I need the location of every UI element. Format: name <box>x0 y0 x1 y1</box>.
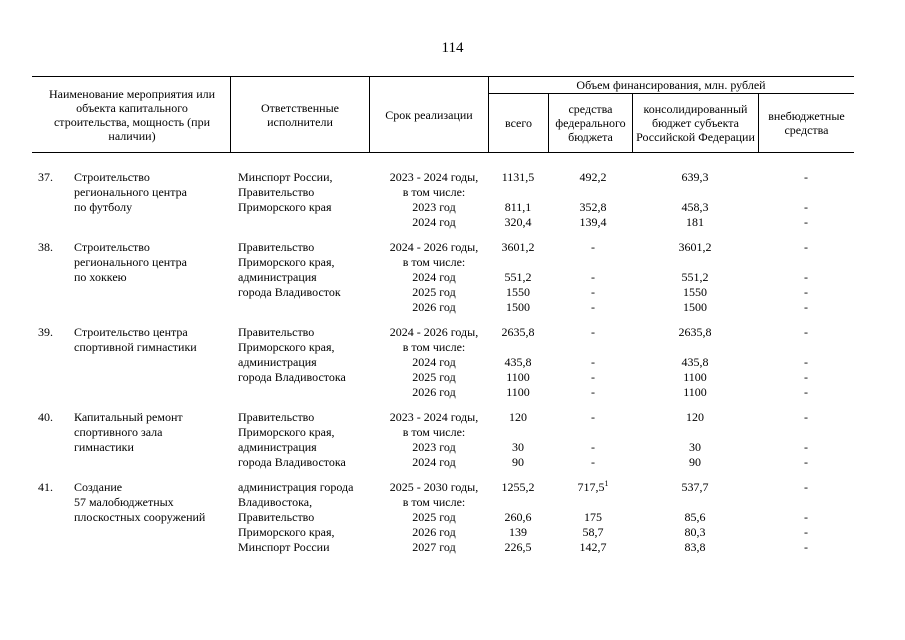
total-value: 139 <box>509 525 527 539</box>
financing-line <box>32 355 854 370</box>
extrabudget-value: - <box>804 480 808 494</box>
responsible-line: Приморского края, <box>238 525 335 539</box>
regional-value: 551,2 <box>681 270 709 284</box>
federal-value: - <box>591 370 595 384</box>
period: в том числе: <box>402 425 466 439</box>
responsible-line: Минспорт России <box>238 540 330 554</box>
extrabudget-value: - <box>804 200 808 214</box>
period: 2023 - 2024 годы, <box>389 410 479 424</box>
federal-value: - <box>591 300 595 314</box>
total-value: 3601,2 <box>501 240 535 254</box>
federal-value: - <box>591 240 595 254</box>
header-divider <box>230 76 231 152</box>
table-row <box>32 240 854 315</box>
object-name-line: по футболу <box>74 200 133 214</box>
financing-line <box>32 495 854 510</box>
financing-line <box>32 370 854 385</box>
period: в том числе: <box>402 255 466 269</box>
extrabudget-value: - <box>804 170 808 184</box>
extrabudget-value: - <box>804 455 808 469</box>
total-value: 1550 <box>506 285 530 299</box>
total-value: 30 <box>512 440 524 454</box>
regional-value: 30 <box>689 440 701 454</box>
row-number: 38. <box>38 240 53 254</box>
row-number: 37. <box>38 170 53 184</box>
footnote-mark: 1 <box>604 479 609 488</box>
object-name-line: регионального центра <box>74 185 187 199</box>
financing-line <box>32 480 854 495</box>
period: 2026 год <box>412 300 456 314</box>
object-name-line: 57 малобюджетных <box>74 495 174 509</box>
period: 2025 - 2030 годы, <box>389 480 479 494</box>
responsible-line: Правительство <box>238 185 315 199</box>
financing-line <box>32 540 854 555</box>
period: 2023 год <box>412 440 456 454</box>
responsible-line: Минспорт России, <box>238 170 333 184</box>
total-value: 1131,5 <box>501 170 535 184</box>
regional-value: 1100 <box>683 370 707 384</box>
table-body <box>32 170 854 565</box>
regional-value: 120 <box>686 410 704 424</box>
regional-value: 80,3 <box>684 525 706 539</box>
federal-value: - <box>591 440 595 454</box>
header-regional: консолидированный бюджет субъекта Российской Федерации <box>636 102 755 144</box>
period: 2024 год <box>412 455 456 469</box>
financing-line <box>32 510 854 525</box>
extrabudget-value: - <box>804 370 808 384</box>
period: 2023 год <box>412 200 456 214</box>
regional-value: 458,3 <box>681 200 709 214</box>
federal-value: - <box>591 455 595 469</box>
page-number: 114 <box>441 40 464 56</box>
extrabudget-value: - <box>804 525 808 539</box>
federal-value: - <box>591 285 595 299</box>
federal-value: - <box>591 270 595 284</box>
extrabudget-value: - <box>804 325 808 339</box>
period: 2024 год <box>412 270 456 284</box>
table-row <box>32 325 854 400</box>
object-name-line: Создание <box>74 480 123 494</box>
total-value: 551,2 <box>504 270 532 284</box>
object-name-line: спортивной гимнастики <box>74 340 197 354</box>
regional-value: 181 <box>686 215 704 229</box>
header-extrabudget: внебюджетные средства <box>768 109 845 137</box>
table-row <box>32 410 854 470</box>
object-name-line: Строительство центра <box>74 325 188 339</box>
financing-line <box>32 285 854 300</box>
financing-lines <box>32 240 854 315</box>
object-name-line: Строительство <box>74 170 150 184</box>
total-value: 260,6 <box>504 510 532 524</box>
extrabudget-value: - <box>804 215 808 229</box>
federal-value: - <box>591 325 595 339</box>
period: 2025 год <box>412 285 456 299</box>
period: 2026 год <box>412 385 456 399</box>
extrabudget-value: - <box>804 270 808 284</box>
financing-lines <box>32 325 854 400</box>
financing-line <box>32 455 854 470</box>
row-number: 41. <box>38 480 53 494</box>
responsible-line: администрация <box>238 270 317 284</box>
object-name-line: по хоккею <box>74 270 127 284</box>
responsible-line: города Владивосток <box>238 285 341 299</box>
federal-value: - <box>591 355 595 369</box>
financing-line <box>32 325 854 340</box>
federal-value: 58,7 <box>582 525 604 539</box>
total-value: 1500 <box>506 300 530 314</box>
regional-value: 1500 <box>683 300 707 314</box>
row-number: 39. <box>38 325 53 339</box>
period: в том числе: <box>402 185 466 199</box>
financing-line <box>32 240 854 255</box>
total-value: 1255,2 <box>501 480 535 494</box>
extrabudget-value: - <box>804 540 808 554</box>
period: 2024 - 2026 годы, <box>389 325 479 339</box>
regional-value: 85,6 <box>684 510 706 524</box>
period: 2024 - 2026 годы, <box>389 240 479 254</box>
responsible-line: Правительство <box>238 240 315 254</box>
object-name-line: Строительство <box>74 240 150 254</box>
financing-line <box>32 200 854 215</box>
responsible-line: Приморского края, <box>238 340 335 354</box>
object-name-line: спортивного зала <box>74 425 163 439</box>
regional-value: 90 <box>689 455 701 469</box>
extrabudget-value: - <box>804 410 808 424</box>
header-responsible: Ответственные исполнители <box>261 101 339 129</box>
total-value: 1100 <box>506 385 530 399</box>
responsible-line: администрация <box>238 355 317 369</box>
period: 2027 год <box>412 540 456 554</box>
extrabudget-value: - <box>804 300 808 314</box>
federal-value: 352,8 <box>579 200 607 214</box>
extrabudget-value: - <box>804 240 808 254</box>
object-name-line: гимнастики <box>74 440 134 454</box>
table-row <box>32 170 854 230</box>
responsible-line: города Владивостока <box>238 370 346 384</box>
responsible-line: Приморского края <box>238 200 332 214</box>
extrabudget-value: - <box>804 355 808 369</box>
object-name-line: регионального центра <box>74 255 187 269</box>
header-federal: средства федерального бюджета <box>555 102 626 144</box>
total-value: 811,1 <box>504 200 532 214</box>
regional-value: 1100 <box>683 385 707 399</box>
total-value: 1100 <box>506 370 530 384</box>
total-value: 2635,8 <box>501 325 535 339</box>
total-value: 435,8 <box>504 355 532 369</box>
responsible-line: Владивостока, <box>238 495 313 509</box>
financing-line <box>32 525 854 540</box>
extrabudget-value: - <box>804 385 808 399</box>
financing-lines <box>32 410 854 470</box>
responsible-line: Правительство <box>238 410 315 424</box>
object-name-line: плоскостных сооружений <box>74 510 206 524</box>
financing-lines <box>32 170 854 230</box>
federal-value: 139,4 <box>579 215 607 229</box>
financing-line <box>32 440 854 455</box>
federal-value: 717,5$^1$ <box>577 479 609 494</box>
header-bottom-border <box>32 152 854 153</box>
responsible-line: города Владивостока <box>238 455 346 469</box>
total-value: 226,5 <box>504 540 532 554</box>
financing-line <box>32 385 854 400</box>
responsible-line: администрация <box>238 440 317 454</box>
financing-line <box>32 340 854 355</box>
period: 2025 год <box>412 510 456 524</box>
regional-value: 1550 <box>683 285 707 299</box>
extrabudget-value: - <box>804 285 808 299</box>
federal-value: 142,7 <box>579 540 607 554</box>
regional-value: 639,3 <box>681 170 709 184</box>
total-value: 90 <box>512 455 524 469</box>
financing-line <box>32 270 854 285</box>
row-number: 40. <box>38 410 53 424</box>
table-header <box>32 76 854 152</box>
regional-value: 537,7 <box>681 480 709 494</box>
header-total: всего <box>504 116 533 130</box>
period: 2024 год <box>412 355 456 369</box>
period: 2024 год <box>412 215 456 229</box>
financing-line <box>32 170 854 185</box>
federal-value: 175 <box>584 510 602 524</box>
responsible-line: Правительство <box>238 510 315 524</box>
period: в том числе: <box>402 340 466 354</box>
header-name: Наименование мероприятия или объекта капитального строительства, мощность (при наличии) <box>48 87 216 143</box>
responsible-line: Приморского края, <box>238 425 335 439</box>
extrabudget-value: - <box>804 510 808 524</box>
regional-value: 2635,8 <box>678 325 712 339</box>
financing-line <box>32 255 854 270</box>
responsible-line: администрация города <box>238 480 354 494</box>
financing-line <box>32 185 854 200</box>
period: 2023 - 2024 годы, <box>389 170 479 184</box>
regional-value: 435,8 <box>681 355 709 369</box>
federal-value: - <box>591 385 595 399</box>
total-value: 320,4 <box>504 215 532 229</box>
financing-line <box>32 410 854 425</box>
object-name-line: Капитальный ремонт <box>74 410 183 424</box>
responsible-line: Правительство <box>238 325 315 339</box>
financing-line <box>32 300 854 315</box>
financing-line <box>32 215 854 230</box>
period: 2026 год <box>412 525 456 539</box>
total-value: 120 <box>509 410 527 424</box>
period: 2025 год <box>412 370 456 384</box>
regional-value: 3601,2 <box>678 240 712 254</box>
financing-lines <box>32 480 854 555</box>
header-financing-group: Объем финансирования, млн. рублей <box>576 78 766 92</box>
responsible-line: Приморского края, <box>238 255 335 269</box>
period: в том числе: <box>402 495 466 509</box>
table-row <box>32 480 854 555</box>
federal-value: 492,2 <box>579 170 607 184</box>
header-period: Срок реализации <box>385 108 473 122</box>
federal-value: - <box>591 410 595 424</box>
financing-line <box>32 425 854 440</box>
regional-value: 83,8 <box>684 540 706 554</box>
extrabudget-value: - <box>804 440 808 454</box>
